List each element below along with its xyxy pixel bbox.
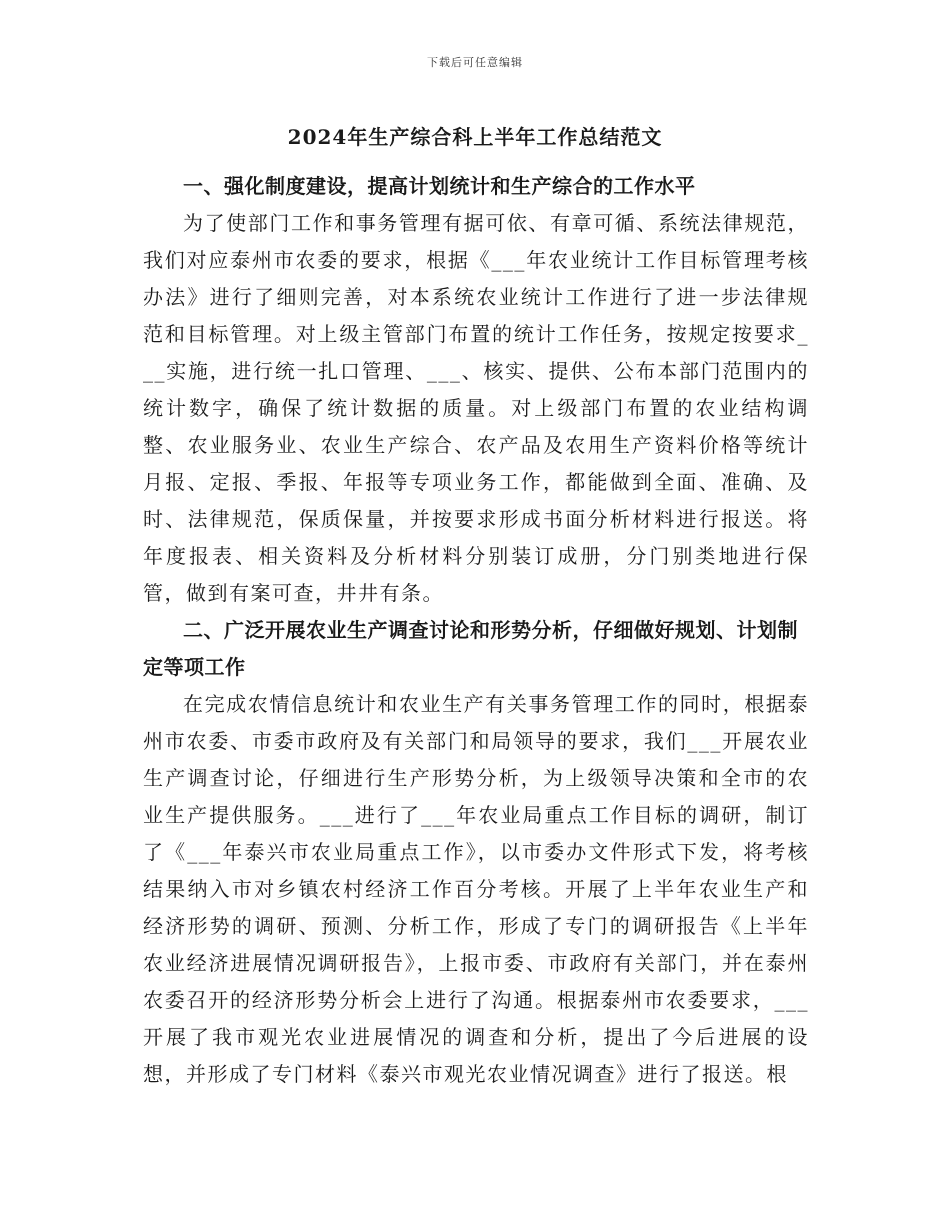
- document-body: [143, 168, 809, 1093]
- header-note: 下载后可任意编辑: [427, 56, 523, 69]
- document-title: 2024年生产综合科上半年工作总结范文: [287, 125, 663, 149]
- section-heading-2: 二、广泛开展农业生产调查讨论和形势分析，仔细做好规划、计划制定等项工作: [143, 618, 798, 679]
- section-paragraph-1: 为了使部门工作和事务管理有据可依、有章可循、系统法律规范，我们对应泰州市农委的要求，根据《___年农业统计工作目标管理考核办法》进行了细则完善，对本系统农业统计工作进行了进一步法律规范和目标管理。对上级主管部门布置的统计工作任务，按规定按要求___实施，进行统一扎口管理、___、核实、提供、公布本部门范围内的统计数字，确保了统计数据的质量。对上级部门布置的农业结构调整、农业服务业、农业生产综合、农产品及农用生产资料价格等统计月报、定报、季报、年报等专项业务工作，都能做到全面、准确、及时、法律规范，保质保量，并按要求形成书面分析材料进行报送。将年度报表、相关资料及分析材料分别装订成册，分门别类地进行保管，做到有案可查，井井有条。: [143, 211, 809, 605]
- section-paragraph-2: 在完成农情信息统计和农业生产有关事务管理工作的同时，根据泰州市农委、市委市政府及有关部门和局领导的要求，我们___开展农业生产调查讨论，仔细进行生产形势分析，为上级领导决策和全市的农业生产提供服务。___进行了___年农业局重点工作目标的调研，制订了《___年泰兴市农业局重点工作》，以市委办文件形式下发，将考核结果纳入市对乡镇农村经济工作百分考核。开展了上半年农业生产和经济形势的调研、预测、分析工作，形成了专门的调研报告《上半年农业经济进展情况调研报告》，上报市委、市政府有关部门，并在泰州农委召开的经济形势分析会上进行了沟通。根据泰州市农委要求，___开展了我市观光农业进展情况的调查和分析，提出了今后进展的设想，并形成了专门材料《泰兴市观光农业情况调查》进行了报送。根: [143, 692, 809, 1086]
- section-heading-1: 一、强化制度建设，提高计划统计和生产综合的工作水平: [183, 174, 696, 198]
